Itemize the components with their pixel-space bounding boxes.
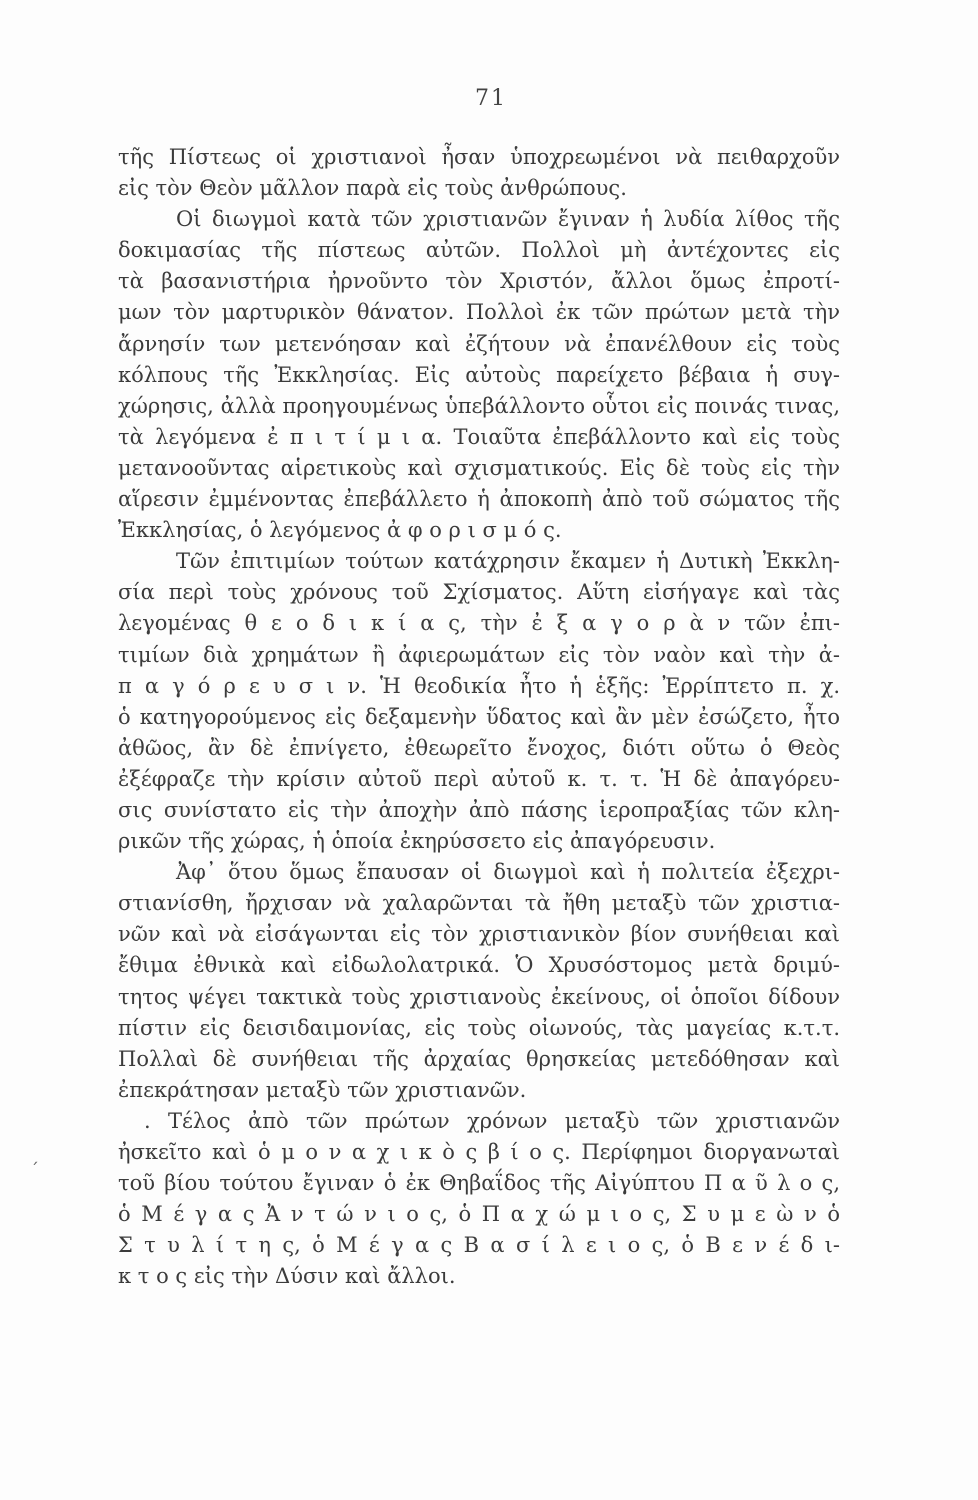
text-line: λεγομένας θ ε ο δ ι κ ί α ς, τὴν ἐ ξ α γ ο ρ ὰ ν τῶν ἐπι- (118, 611, 840, 636)
text-line: δοκιμασίας τῆς πίστεως αὐτῶν. Πολλοὶ μὴ ἀντέχοντες εἰς (118, 238, 840, 263)
text-line: ἄρνησίν των μετενόησαν καὶ ἐζήτουν νὰ ἐπανέλθουν εἰς τοὺς (118, 331, 840, 356)
text-line: στιανίσθη, ἤρχισαν νὰ χαλαρῶνται τὰ ἤθη μεταξὺ τῶν χριστια- (118, 891, 840, 916)
text-line: ὁ Μ έ γ α ς Ἀ ν τ ώ ν ι ο ς, ὁ Π α χ ώ μ ι ο ς, Σ υ μ ε ὼ ν ὁ (118, 1202, 840, 1227)
text-line: κόλπους τῆς Ἐκκλησίας. Εἰς αὐτοὺς παρείχετο βέβαια ἡ συγ- (118, 362, 840, 387)
text-line: νῶν καὶ νὰ εἰσάγωνται εἰς τὸν χριστιανικὸν βίον συνήθειαι καὶ (118, 922, 840, 947)
text-line: Πολλαὶ δὲ συνήθειαι τῆς ἀρχαίας θρησκείας μετεδόθησαν καὶ (118, 1046, 840, 1071)
text-line: τοῦ βίου τούτου ἔγιναν ὁ ἐκ Θηβαΐδος τῆς Αἰγύπτου Π α ῦ λ ο ς, (118, 1171, 840, 1196)
text-line: μων τὸν μαρτυρικὸν θάνατον. Πολλοὶ ἐκ τῶν πρώτων μετὰ τὴν (118, 300, 840, 325)
body-text (118, 142, 840, 1292)
text-line: σις συνίστατο εἰς τὴν ἀποχὴν ἀπὸ πάσης ἱεροπραξίας τῶν κλη- (118, 797, 840, 822)
text-line: ρικῶν τῆς χώρας, ἡ ὁποία ἐκηρύσσετο εἰς ἀπαγόρευσιν. (118, 829, 716, 854)
text-line: αἵρεσιν ἐμμένοντας ἐπεβάλλετο ἡ ἀποκοπὴ ἀπὸ τοῦ σώματος τῆς (118, 487, 840, 512)
text-line: ἐξέφραζε τὴν κρίσιν αὐτοῦ περὶ αὐτοῦ κ. τ. τ. Ἡ δὲ ἀπαγόρευ- (118, 766, 840, 791)
text-line: Ἀφ᾽ ὅτου ὅμως ἔπαυσαν οἱ διωγμοὶ καὶ ἡ πολιτεία ἐξεχρι- (176, 860, 840, 885)
text-line: ὁ κατηγορούμενος εἰς δεξαμενὴν ὕδατος καὶ ἂν μὲν ἐσώζετο, ἦτο (118, 704, 840, 729)
text-line: ἠσκεῖτο καὶ ὁ μ ο ν α χ ι κ ὸ ς β ί ο ς. Περίφημοι διοργανωταὶ (118, 1140, 840, 1164)
page-number: 71 (475, 86, 507, 111)
text-line: χώρησις, ἀλλὰ προηγουμένως ὑπεβάλλοντο οὗτοι εἰς ποινάς τινας, (118, 393, 840, 418)
text-line: π α γ ό ρ ε υ σ ι ν. Ἡ θεοδικία ἦτο ἡ ἑξῆς: Ἐρρίπτετο π. χ. (118, 673, 840, 698)
text-line: πίστιν εἰς δεισιδαιμονίας, εἰς τοὺς οἰωνούς, τὰς μαγείας κ.τ.τ. (118, 1015, 840, 1040)
text-line: ἐπεκράτησαν μεταξὺ τῶν χριστιανῶν. (118, 1077, 527, 1102)
text-line: Σ τ υ λ ί τ η ς, ὁ Μ έ γ α ς Β α σ ί λ ε ι ο ς, ὁ Β ε ν έ δ ι- (118, 1233, 840, 1258)
text-line: ἔθιμα ἐθνικὰ καὶ εἰδωλολατρικά. Ὁ Χρυσόστομος μετὰ δριμύ- (118, 953, 840, 978)
text-line: τῆς Πίστεως οἱ χριστιανοὶ ἦσαν ὑποχρεωμένοι νὰ πειθαρχοῦν (118, 145, 840, 169)
text-line: . Τέλος ἀπὸ τῶν πρώτων χρόνων μεταξὺ τῶν χριστιανῶν (144, 1108, 840, 1133)
text-line: τητος ψέγει τακτικὰ τοὺς χριστιανοὺς ἐκείνους, οἱ ὁποῖοι δίδουν (118, 984, 840, 1009)
text-line: τιμίων διὰ χρημάτων ἢ ἀφιερωμάτων εἰς τὸν ναὸν καὶ τὴν ἀ- (118, 642, 840, 667)
text-line: μετανοοῦντας αἱρετικοὺς καὶ σχισματικούς. Εἰς δὲ τοὺς εἰς τὴν (118, 455, 840, 480)
text-line: Οἱ διωγμοὶ κατὰ τῶν χριστιανῶν ἔγιναν ἡ λυδία λίθος τῆς (176, 207, 840, 232)
text-line: τὰ λεγόμενα ἐ π ι τ ί μ ι α. Τοιαῦτα ἐπεβάλλοντο καὶ εἰς τοὺς (118, 424, 840, 449)
text-line: ἀθῶος, ἂν δὲ ἐπνίγετο, ἐθεωρεῖτο ἔνοχος, διότι οὕτω ὁ Θεὸς (118, 735, 840, 760)
text-line: Ἐκκλησίας, ὁ λεγόμενος ἀ φ ο ρ ι σ μ ό ς. (118, 518, 562, 543)
text-line: τὰ βασανιστήρια ἠρνοῦντο τὸν Χριστόν, ἄλλοι ὅμως ἐπροτί- (118, 269, 840, 294)
text-line: σία περὶ τοὺς χρόνους τοῦ Σχίσματος. Αὕτη εἰσήγαγε καὶ τὰς (118, 580, 840, 605)
margin-mark: ´ (30, 1160, 39, 1181)
text-line: εἰς τὸν Θεὸν μᾶλλον παρὰ εἰς τοὺς ἀνθρώπους. (118, 176, 627, 201)
text-line: Τῶν ἐπιτιμίων τούτων κατάχρησιν ἔκαμεν ἡ Δυτικὴ Ἐκκλη- (176, 549, 840, 574)
text-line: κ τ ο ς εἰς τὴν Δύσιν καὶ ἄλλοι. (118, 1264, 456, 1289)
